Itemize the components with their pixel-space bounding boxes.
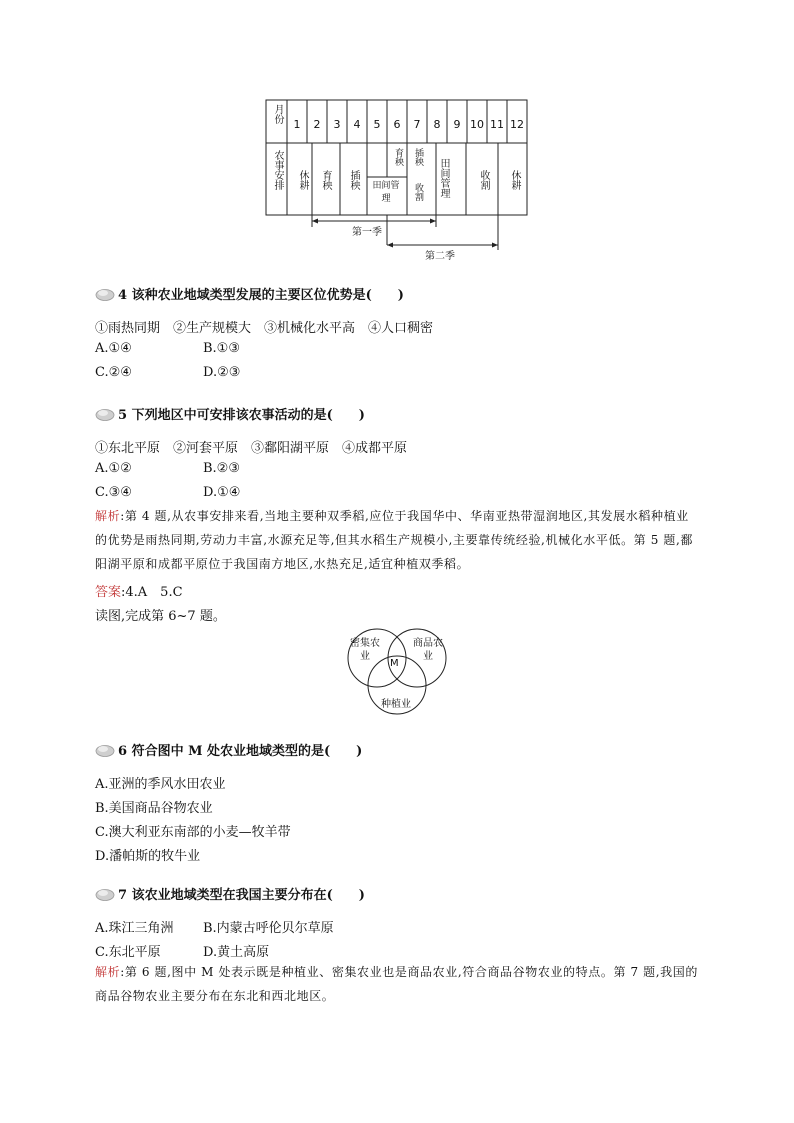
explanation-text: :第 6 题,图中 M 处表示既是种植业、密集农业也是商品农业,符合商品谷物农业的特点。第 7 题,我国的商品谷物农业主要分布在东北和西北地区。: [95, 965, 698, 1003]
explanation-4-5: [95, 504, 701, 576]
venn-label-commercial-text: 商品农业: [413, 638, 443, 662]
question-7-option-a: A.珠江三角洲: [95, 921, 174, 936]
question-4-option-c: C.②④: [95, 365, 132, 380]
question-7-option-c: C.东北平原: [95, 945, 161, 960]
question-7-option-d: D.黄土高原: [203, 945, 270, 960]
month-9: 9: [453, 118, 461, 131]
venn-label-intensive-text: 密集农业: [350, 638, 380, 662]
season-1-label: 第一季: [352, 227, 382, 238]
question-6-text: 6 符合图中 M 处农业地域类型的是( ): [118, 744, 363, 759]
cell-harvest-2: 收割: [478, 170, 489, 190]
cell-transplant-2: 插秧: [413, 148, 423, 166]
venn-label-crop: 种植业: [381, 699, 411, 710]
intro-6-7: 读图,完成第 6~7 题。: [95, 609, 226, 624]
question-7-option-b: B.内蒙古呼伦贝尔草原: [203, 921, 334, 936]
cell-field-mgmt-1: 田间管理: [372, 181, 400, 204]
venn-label-commercial: [413, 637, 443, 663]
question-marker-icon: [95, 407, 115, 421]
answer-text: :4.A 5.C: [121, 585, 183, 600]
question-5-option-d: D.①④: [203, 485, 241, 500]
month-5: 5: [373, 118, 381, 131]
question-7-text: 7 该农业地域类型在我国主要分布在( ): [118, 888, 365, 903]
explanation-tag: 解析: [95, 509, 121, 523]
row-label-farming: 农事安排: [272, 150, 283, 190]
question-6-option-d: D.潘帕斯的牧牛业: [95, 849, 201, 864]
question-5-option-a: A.①②: [95, 461, 132, 476]
month-11: 11: [490, 118, 504, 131]
question-6-option-a: A.亚洲的季风水田农业: [95, 777, 226, 792]
row-label-month: [267, 104, 287, 128]
month-6: 6: [393, 118, 401, 131]
question-7-stem: [95, 884, 365, 903]
question-4-option-b: B.①③: [203, 341, 240, 356]
question-6-stem: [95, 740, 362, 759]
question-4-option-a: A.①④: [95, 341, 132, 356]
month-3: 3: [333, 118, 341, 131]
explanation-6-7: [95, 960, 701, 1008]
question-6-option-c: C.澳大利亚东南部的小麦—牧羊带: [95, 825, 291, 840]
question-5-option-c: C.③④: [95, 485, 132, 500]
answer-tag: 答案: [95, 585, 122, 600]
question-5-items: ①东北平原 ②河套平原 ③鄱阳湖平原 ④成都平原: [95, 441, 408, 456]
question-4-text: 4 该种农业地域类型发展的主要区位优势是( ): [118, 288, 404, 303]
cell-rest-2: 休耕: [509, 170, 520, 190]
season-2-label: 第二季: [425, 251, 455, 262]
explanation-text: :第 4 题,从农事安排来看,当地主要种双季稻,应位于我国华中、华南亚热带湿润地区,其发展水稻种植业的优势是雨热同期,劳动力丰富,水源充足等,但其水稻生产规模小,主要靠传统经验,机械化水平低。第 5 题,鄱阳湖平原和成都平原位于我国南方地区,水热充足,适宜种植双季稻。: [95, 509, 693, 571]
month-2: 2: [313, 118, 321, 131]
cell-harvest-1: 收割: [413, 183, 423, 201]
cell-field-mgmt-2: 田间管理: [438, 158, 449, 198]
question-5-text: 5 下列地区中可安排该农事活动的是( ): [118, 408, 365, 423]
month-8: 8: [433, 118, 441, 131]
month-4: 4: [353, 118, 361, 131]
question-marker-icon: [95, 287, 115, 301]
cell-transplant-1: 插秧: [348, 170, 359, 190]
question-4-stem: [95, 284, 404, 303]
cell-seedling-2: 育秧: [393, 148, 403, 166]
row-label-month-text: 月份: [272, 104, 283, 124]
question-5-option-b: B.②③: [203, 461, 240, 476]
question-4-option-d: D.②③: [203, 365, 241, 380]
question-marker-icon: [95, 887, 115, 901]
question-marker-icon: [95, 743, 115, 757]
question-5-stem: [95, 404, 365, 423]
answer-4-5: [95, 581, 183, 600]
month-10: 10: [470, 118, 484, 131]
venn-label-m: M: [390, 658, 399, 669]
explanation-tag: 解析: [95, 965, 121, 979]
question-4-items: ①雨热同期 ②生产规模大 ③机械化水平高 ④人口稠密: [95, 321, 434, 336]
month-7: 7: [413, 118, 421, 131]
month-1: 1: [293, 118, 301, 131]
cell-seedling-1: 育秧: [320, 170, 331, 190]
month-12: 12: [510, 118, 524, 131]
question-6-option-b: B.美国商品谷物农业: [95, 801, 213, 816]
cell-rest-1: 休耕: [297, 170, 308, 190]
venn-label-intensive: [350, 637, 380, 663]
